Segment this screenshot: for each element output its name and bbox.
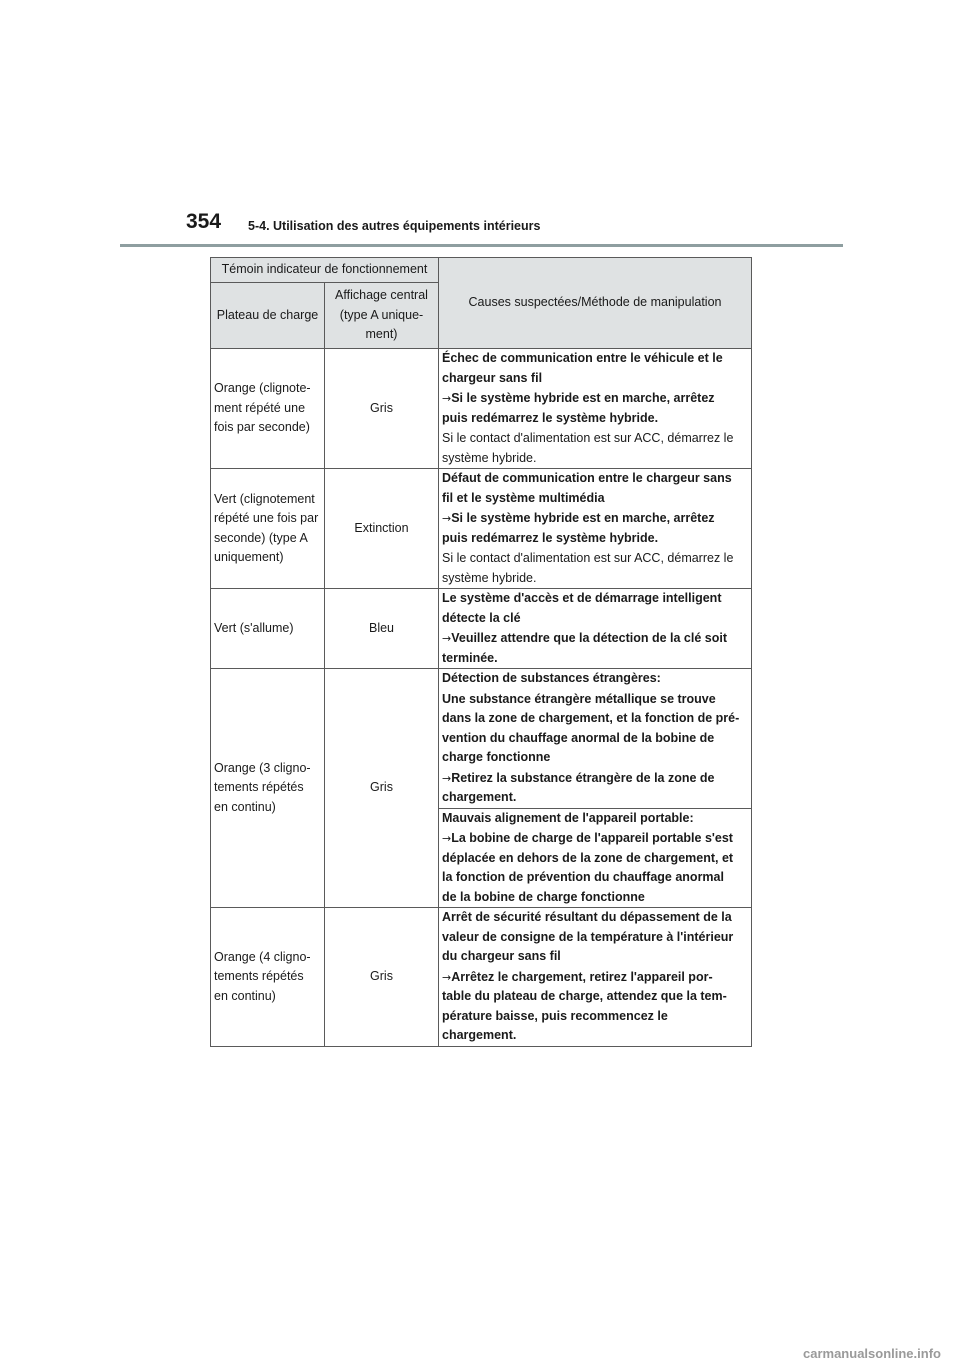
cause-action-line	[442, 509, 748, 529]
cause-title	[442, 908, 748, 967]
display-header	[325, 283, 439, 349]
table-row	[211, 349, 752, 469]
cause-detail-line	[442, 729, 748, 749]
cause-title-text: du chargeur sans fil	[442, 949, 561, 963]
cause-action-text: Retirez la substance étrangère de la zone de	[451, 770, 715, 785]
cause-action-text: Si le système hybride est en marche, arrêtez	[451, 511, 715, 525]
header-rule	[120, 244, 843, 247]
cause-action-line	[442, 389, 748, 409]
cause-note-line	[442, 429, 748, 449]
cause-note-line	[442, 569, 748, 589]
cause-detail	[442, 690, 748, 768]
cause-title	[442, 809, 748, 829]
tray-indicator-line: répété une fois par	[214, 511, 319, 525]
cause-cell	[439, 349, 752, 469]
cause-title-line	[442, 349, 748, 369]
cause-title-line	[442, 369, 748, 389]
cause-title-line	[442, 589, 748, 609]
cause-title-line	[442, 809, 748, 829]
cause-action-line	[442, 788, 748, 808]
cause-action-text: la fonction de prévention du chauffage anormal	[442, 870, 724, 884]
cause-action-text: puis redémarrez le système hybride.	[442, 410, 659, 425]
display-header-line: ment)	[365, 327, 398, 342]
tray-indicator-line: Vert (s'allume)	[214, 620, 294, 635]
cause-action-line	[442, 829, 748, 849]
arrow-icon: →	[442, 512, 452, 525]
cause-title-text: Échec de communication entre le véhicule et le	[442, 351, 723, 365]
table-body	[211, 349, 752, 1047]
cause-title-text: détecte la clé	[442, 610, 521, 625]
arrow-icon: →	[442, 392, 452, 405]
table-row	[211, 908, 752, 1047]
cause-action-text: chargement.	[442, 1028, 517, 1042]
tray-indicator-line: en continu)	[214, 988, 276, 1003]
cause-action-text: pérature baisse, puis recommencez le	[442, 1008, 668, 1023]
indicator-group-header: Témoin indicateur de fonctionnement	[211, 258, 439, 283]
cause-action-line	[442, 1026, 748, 1046]
cause-action-line	[442, 649, 748, 669]
cause-action	[442, 769, 748, 808]
display-header-line: (type A unique-	[339, 307, 424, 322]
table-row	[211, 469, 752, 589]
cause-action-line	[442, 888, 748, 908]
tray-indicator-line: tements répétés	[214, 969, 304, 983]
display-header-line: Affichage central	[335, 288, 428, 303]
tray-indicator-line: uniquement)	[214, 550, 284, 564]
cause-action	[442, 389, 748, 428]
cause-title-text: Détection de substances étrangères:	[442, 671, 661, 685]
section-title: 5-4. Utilisation des autres équipements intérieurs	[248, 219, 541, 233]
cause-title-text: fil et le système multimédia	[442, 490, 605, 505]
cause-cell	[439, 669, 752, 809]
cause-action-text: de la bobine de charge fonctionne	[442, 889, 645, 904]
cause-detail-text: dans la zone de chargement, et la fonction de pré-	[442, 711, 740, 725]
tray-indicator-cell	[211, 589, 325, 669]
cause-action-line	[442, 849, 748, 869]
cause-note	[442, 549, 748, 588]
display-indicator-cell: Bleu	[325, 589, 439, 669]
causes-header: Causes suspectées/Méthode de manipulation	[439, 258, 752, 349]
cause-action-line	[442, 529, 748, 549]
cause-action-line	[442, 987, 748, 1007]
cause-title-line	[442, 609, 748, 629]
tray-indicator-line: Orange (clignote-	[214, 381, 311, 396]
cause-cell	[439, 469, 752, 589]
cause-title	[442, 349, 748, 388]
display-indicator-cell: Gris	[325, 669, 439, 908]
cause-detail-text: vention du chauffage anormal de la bobine de	[442, 730, 715, 745]
cause-title-line	[442, 489, 748, 509]
cause-action-line	[442, 968, 748, 988]
tray-indicator-cell	[211, 349, 325, 469]
cause-action-text: chargement.	[442, 790, 517, 804]
cause-action	[442, 968, 748, 1046]
cause-action-text: table du plateau de charge, attendez que la tem-	[442, 989, 727, 1003]
tray-indicator-line: Orange (4 cligno-	[214, 949, 311, 964]
table-row	[211, 589, 752, 669]
cause-action-text: terminée.	[442, 650, 498, 665]
cause-action	[442, 629, 748, 668]
cause-action	[442, 509, 748, 548]
cause-action-text: Arrêtez le chargement, retirez l'appareil por-	[451, 969, 713, 984]
cause-title-line	[442, 469, 748, 489]
cause-detail-line	[442, 690, 748, 710]
cause-title-text: Le système d'accès et de démarrage intelligent	[442, 591, 722, 605]
tray-indicator-line: seconde) (type A	[214, 530, 308, 545]
cause-action-text: La bobine de charge de l'appareil portable s'est	[451, 831, 733, 845]
tray-indicator-line: tements répétés	[214, 780, 304, 795]
cause-title-line	[442, 928, 748, 948]
tray-indicator-line: Vert (clignotement	[214, 491, 315, 506]
watermark: carmanualsonline.info	[803, 1346, 941, 1361]
cause-title-text: Mauvais alignement de l'appareil portable:	[442, 810, 694, 825]
cause-title-text: valeur de consigne de la température à l'intérieur	[442, 929, 734, 944]
cause-cell	[439, 908, 752, 1047]
cause-action-line	[442, 409, 748, 429]
arrow-icon: →	[442, 832, 452, 845]
cause-action-line	[442, 1007, 748, 1027]
cause-action-text: déplacée en dehors de la zone de chargement, et	[442, 850, 734, 865]
tray-indicator-cell	[211, 908, 325, 1047]
tray-indicator-line: ment répété une	[214, 400, 306, 415]
cause-note-text: Si le contact d'alimentation est sur ACC, démarrez le	[442, 431, 734, 445]
indicator-table	[210, 257, 752, 1047]
arrow-icon: →	[442, 970, 452, 984]
cause-detail-line	[442, 709, 748, 729]
cause-cell	[439, 589, 752, 669]
cause-action-text: puis redémarrez le système hybride.	[442, 530, 659, 545]
display-indicator-cell: Extinction	[325, 469, 439, 589]
cause-cell	[439, 808, 752, 908]
cause-action-line	[442, 629, 748, 649]
cause-note-text: système hybride.	[442, 570, 537, 585]
cause-note-text: système hybride.	[442, 450, 537, 465]
cause-action	[442, 829, 748, 907]
cause-note-text: Si le contact d'alimentation est sur ACC, démarrez le	[442, 551, 734, 565]
table-row	[211, 669, 752, 809]
cause-note-line	[442, 549, 748, 569]
display-indicator-cell: Gris	[325, 349, 439, 469]
cause-detail-line	[442, 748, 748, 768]
cause-action-line	[442, 769, 748, 789]
tray-indicator-cell	[211, 469, 325, 589]
cause-title	[442, 589, 748, 628]
cause-title-text: Défaut de communication entre le chargeur sans	[442, 471, 732, 485]
cause-title-line	[442, 669, 748, 689]
tray-indicator-line: fois par seconde)	[214, 420, 310, 435]
cause-action-text: Veuillez attendre que la détection de la clé soit	[451, 631, 727, 645]
page-number: 354	[186, 210, 222, 233]
cause-action-text: Si le système hybride est en marche, arrêtez	[451, 391, 715, 405]
tray-header: Plateau de charge	[211, 283, 325, 349]
arrow-icon: →	[442, 771, 452, 785]
cause-title-line	[442, 947, 748, 967]
cause-detail-text: Une substance étrangère métallique se trouve	[442, 691, 716, 706]
arrow-icon: →	[442, 632, 452, 645]
cause-note	[442, 429, 748, 468]
cause-title-text: Arrêt de sécurité résultant du dépassement de la	[442, 910, 732, 924]
cause-title-line	[442, 908, 748, 928]
tray-indicator-line: en continu)	[214, 799, 276, 814]
cause-title	[442, 669, 748, 689]
cause-title	[442, 469, 748, 508]
cause-note-line	[442, 449, 748, 469]
display-indicator-cell: Gris	[325, 908, 439, 1047]
cause-detail-text: charge fonctionne	[442, 750, 551, 764]
tray-indicator-cell	[211, 669, 325, 908]
cause-title-text: chargeur sans fil	[442, 370, 543, 385]
tray-indicator-line: Orange (3 cligno-	[214, 760, 311, 775]
cause-action-line	[442, 868, 748, 888]
